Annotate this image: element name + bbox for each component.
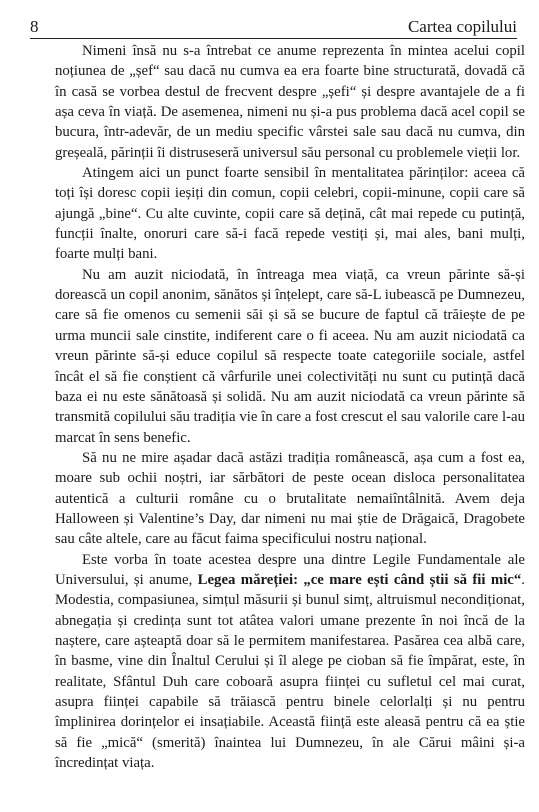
page-number: 8 bbox=[30, 17, 39, 36]
paragraph-3: Nu am auzit niciodată, în întreaga mea viață, ca vreun părinte să-și dorească un copil anonim, sănătos și înțelept, care să-L iubească pe Dumnezeu, care să fie omenos cu semenii săi și să se bucure de faptul că trăiește de pe urma muncii sale cinstite, indiferent care o fi aceea. Nu am auzit niciodată ca vreun părinte să-și educe copilul să respecte toate categoriile sociale, astfel încât el să fie conștient că vârfurile unei colectivități nu sunt cu putință dacă baza ei nu este sănătoasă și solidă. Nu am auzit niciodată ca vreun părinte să transmită copilului său tradiția vie în care a fost crescut el sau valorile care l-au marcat în sens benefic. bbox=[55, 266, 525, 446]
paragraph-5-rest: . Modestia, compasiunea, simțul măsurii și bunul simț, altruismul necondiționat, abnegația și credința sunt tot atâtea valori umane prezente în noi încă de la naștere, care așteaptă doar să le permitem manifestarea. Pasărea cea albă care, în basme, vine din Înaltul Cerului și îl alege pe cioban să fie împărat, este, în realitate, Sfântul Duh care coboară asupra ființei cu sufletul cel mai curat, asupra ființei capabile să trăiască pentru binele celorlalți și nu pentru împlinirea dorințelor ei insațiabile. Această ființă este aleasă pentru că ea știe să fie „mică“ (smerită) înaintea lui Dumnezeu, în ale Cărui mâini și-a încredințat viața. bbox=[55, 571, 525, 772]
paragraph-1: Nimeni însă nu s-a întrebat ce anume reprezenta în mintea acelui copil noțiunea de „șef“ sau dacă nu cumva ea era foarte bine structurată, dovadă că în casă se vorbea destul de frecvent despre „șefi“ și despre avantajele de a fi așa ceva în viață. De asemenea, nimeni nu și-a pus problema dacă acel copil se bucura, într-adevăr, de un mediu specific vârstei sale sau dacă nu cumva, din greșeală, părinții îi distruseseră universul său personal cu problemele vieții lor. bbox=[55, 43, 525, 161]
body-text bbox=[55, 41, 525, 773]
running-title: Cartea copilului bbox=[407, 17, 517, 36]
paragraph-5 bbox=[55, 550, 525, 774]
paragraph-4: Să nu ne mire așadar dacă astăzi tradiția românească, așa cum a fost ea, moare sub ochii noștri, iar sărbători de peste ocean disloca personalitatea autentică a culturii române cu o brutalitate nemaiîntâlnită. Avem deja Halloween și Valentine’s Day, dar nimeni nu mai știe de Drăgaică, Dragobete sau câte altele, care au făcut faima specificului nostru național. bbox=[55, 449, 525, 548]
paragraph-5-lead: Este vorba în toate acestea despre una dintre Legile Fundamentale ale Universului, și anume, bbox=[55, 551, 525, 588]
page-header bbox=[30, 16, 517, 39]
paragraph-2: Atingem aici un punct foarte sensibil în mentalitatea părinților: aceea că toți își doresc copii ieșiți din comun, copii celebri, copii-minune, copii care să ajungă „bine“. Cu alte cuvinte, copii care să dețină, cât mai repede cu putință, funcții înalte, onoruri care să-i facă repede vestiți și, mai ales, bani mulți, foarte mulți bani. bbox=[55, 165, 525, 263]
law-of-greatness-phrase: Legea măreției: „ce mare ești când știi să fii mic“ bbox=[197, 571, 522, 588]
